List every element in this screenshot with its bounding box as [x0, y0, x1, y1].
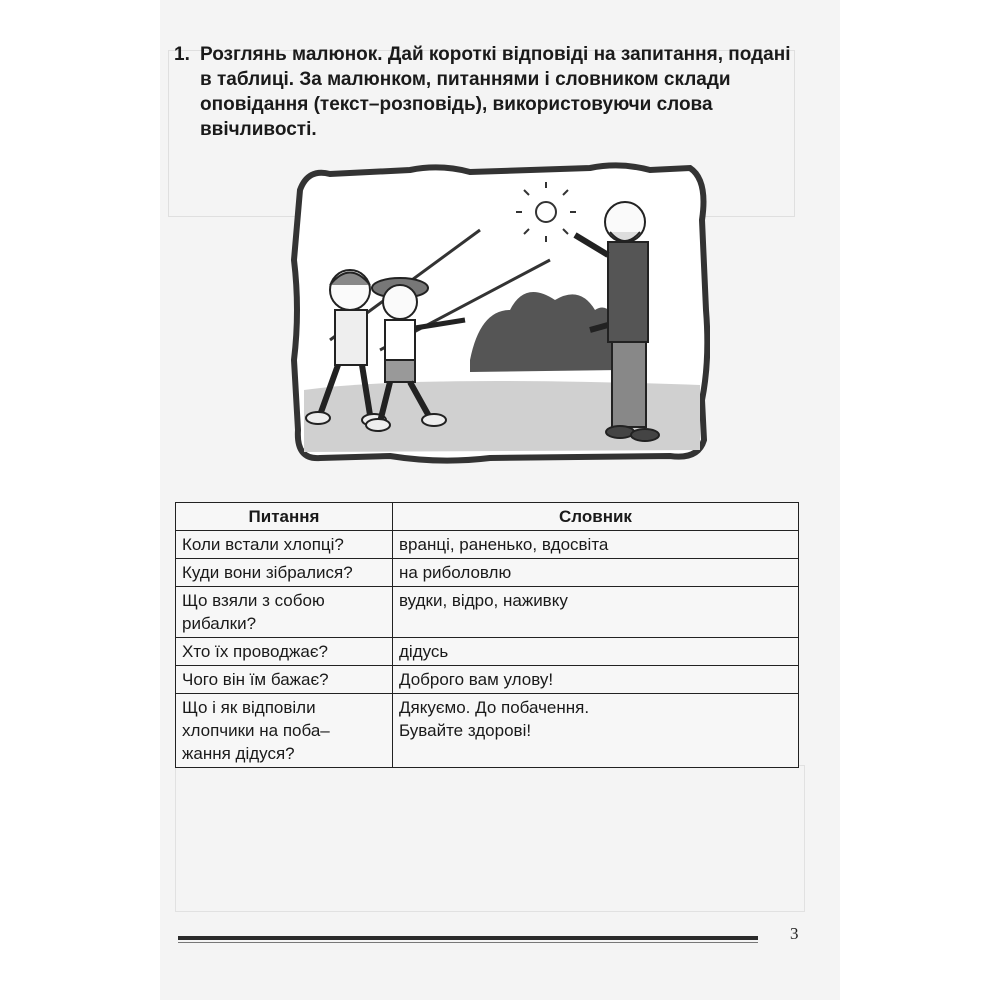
table-header-row	[176, 503, 799, 531]
table-row	[176, 531, 799, 559]
answer-cell: дідусь	[393, 638, 799, 666]
bleed-through-lower	[175, 765, 805, 912]
question-cell: Коли встали хлопці?	[176, 531, 393, 559]
illustration	[290, 160, 710, 465]
task-instruction: Розглянь малюнок. Дай короткі відповіді на запитання, подані в таблиці. За малюнком, питаннями і словником склади оповідання (текст–розповідь), використовуючи слова ввічливості.	[200, 44, 791, 140]
question-cell: Чого він їм бажає?	[176, 666, 393, 694]
table-row	[176, 694, 799, 768]
table-row	[176, 666, 799, 694]
page-number: 3	[790, 924, 799, 943]
answer-cell: Дякуємо. До побачення. Бувайте здорові!	[393, 694, 799, 768]
question-cell: Що і як відповіли хлопчики на поба– жання дідуся?	[176, 694, 393, 768]
table-row	[176, 587, 799, 638]
task-number: 1.	[174, 44, 190, 65]
question-cell: Хто їх проводжає?	[176, 638, 393, 666]
boys-fishing-grandfather-illustration	[290, 160, 710, 465]
answer-cell: вранці, раненько, вдосвіта	[393, 531, 799, 559]
answer-cell: Доброго вам улову!	[393, 666, 799, 694]
footer-rule	[178, 936, 758, 940]
header-vocabulary: Словник	[393, 503, 799, 531]
footer-rule-thin	[178, 942, 758, 943]
question-cell: Що взяли з собою рибалки?	[176, 587, 393, 638]
questions-vocabulary-table	[175, 502, 799, 768]
answer-cell: на риболовлю	[393, 559, 799, 587]
table-row	[176, 638, 799, 666]
answer-cell: вудки, відро, наживку	[393, 587, 799, 638]
table-row	[176, 559, 799, 587]
header-questions: Питання	[176, 503, 393, 531]
question-cell: Куди вони зібралися?	[176, 559, 393, 587]
